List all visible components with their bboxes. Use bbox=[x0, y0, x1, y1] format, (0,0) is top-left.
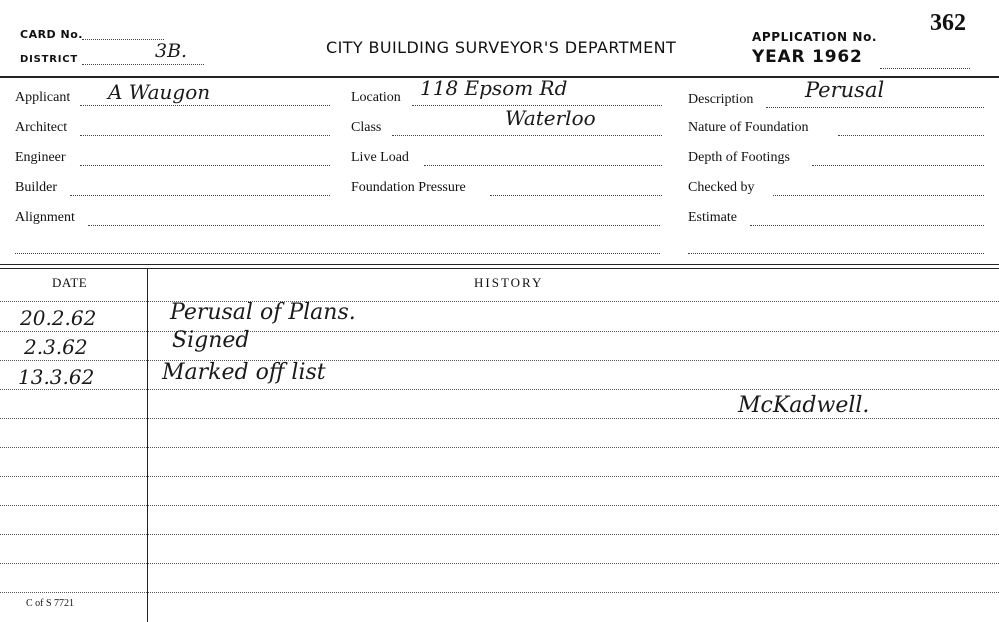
history-rule-top bbox=[0, 264, 999, 265]
signature: McKadwell. bbox=[738, 393, 870, 418]
architect-label: Architect bbox=[15, 120, 68, 135]
history-note: Marked off list bbox=[162, 360, 326, 385]
date-column-divider bbox=[147, 268, 148, 622]
form-number: C of S 7721 bbox=[26, 598, 75, 609]
application-no-label: APPLICATION No. bbox=[752, 30, 878, 44]
applicant-value: A Waugon bbox=[108, 80, 211, 104]
alignment-label: Alignment bbox=[15, 210, 75, 225]
department-title: CITY BUILDING SURVEYOR'S DEPARTMENT bbox=[326, 38, 677, 57]
district-value: 3B. bbox=[155, 40, 188, 62]
foundation-pressure-label: Foundation Pressure bbox=[351, 180, 466, 195]
date-column-header: DATE bbox=[52, 275, 88, 290]
history-rule-bottom bbox=[0, 268, 999, 269]
class-label: Class bbox=[351, 120, 382, 135]
description-value: Perusal bbox=[805, 78, 885, 102]
live-load-label: Live Load bbox=[351, 150, 409, 165]
estimate-label: Estimate bbox=[688, 210, 737, 225]
history-note: Signed bbox=[172, 328, 250, 353]
history-date: 2.3.62 bbox=[24, 335, 88, 359]
engineer-label: Engineer bbox=[15, 150, 66, 165]
year-label: YEAR 1962 bbox=[752, 47, 863, 67]
location-label: Location bbox=[351, 90, 401, 105]
applicant-label: Applicant bbox=[15, 90, 71, 105]
suburb-value: Waterloo bbox=[505, 106, 596, 130]
description-label: Description bbox=[688, 92, 754, 107]
checked-by-label: Checked by bbox=[688, 180, 755, 195]
history-date: 13.3.62 bbox=[18, 365, 95, 389]
application-number: 362 bbox=[930, 10, 966, 36]
card-no-label: CARD No. bbox=[20, 28, 83, 41]
history-date: 20.2.62 bbox=[20, 306, 97, 330]
history-column-header: HISTORY bbox=[474, 275, 544, 290]
location-value: 118 Epsom Rd bbox=[420, 76, 568, 100]
builder-label: Builder bbox=[15, 180, 57, 195]
district-label: DISTRICT bbox=[20, 54, 79, 65]
nature-of-foundation-label: Nature of Foundation bbox=[688, 120, 809, 135]
depth-of-footings-label: Depth of Footings bbox=[688, 150, 790, 165]
history-note: Perusal of Plans. bbox=[170, 300, 356, 325]
